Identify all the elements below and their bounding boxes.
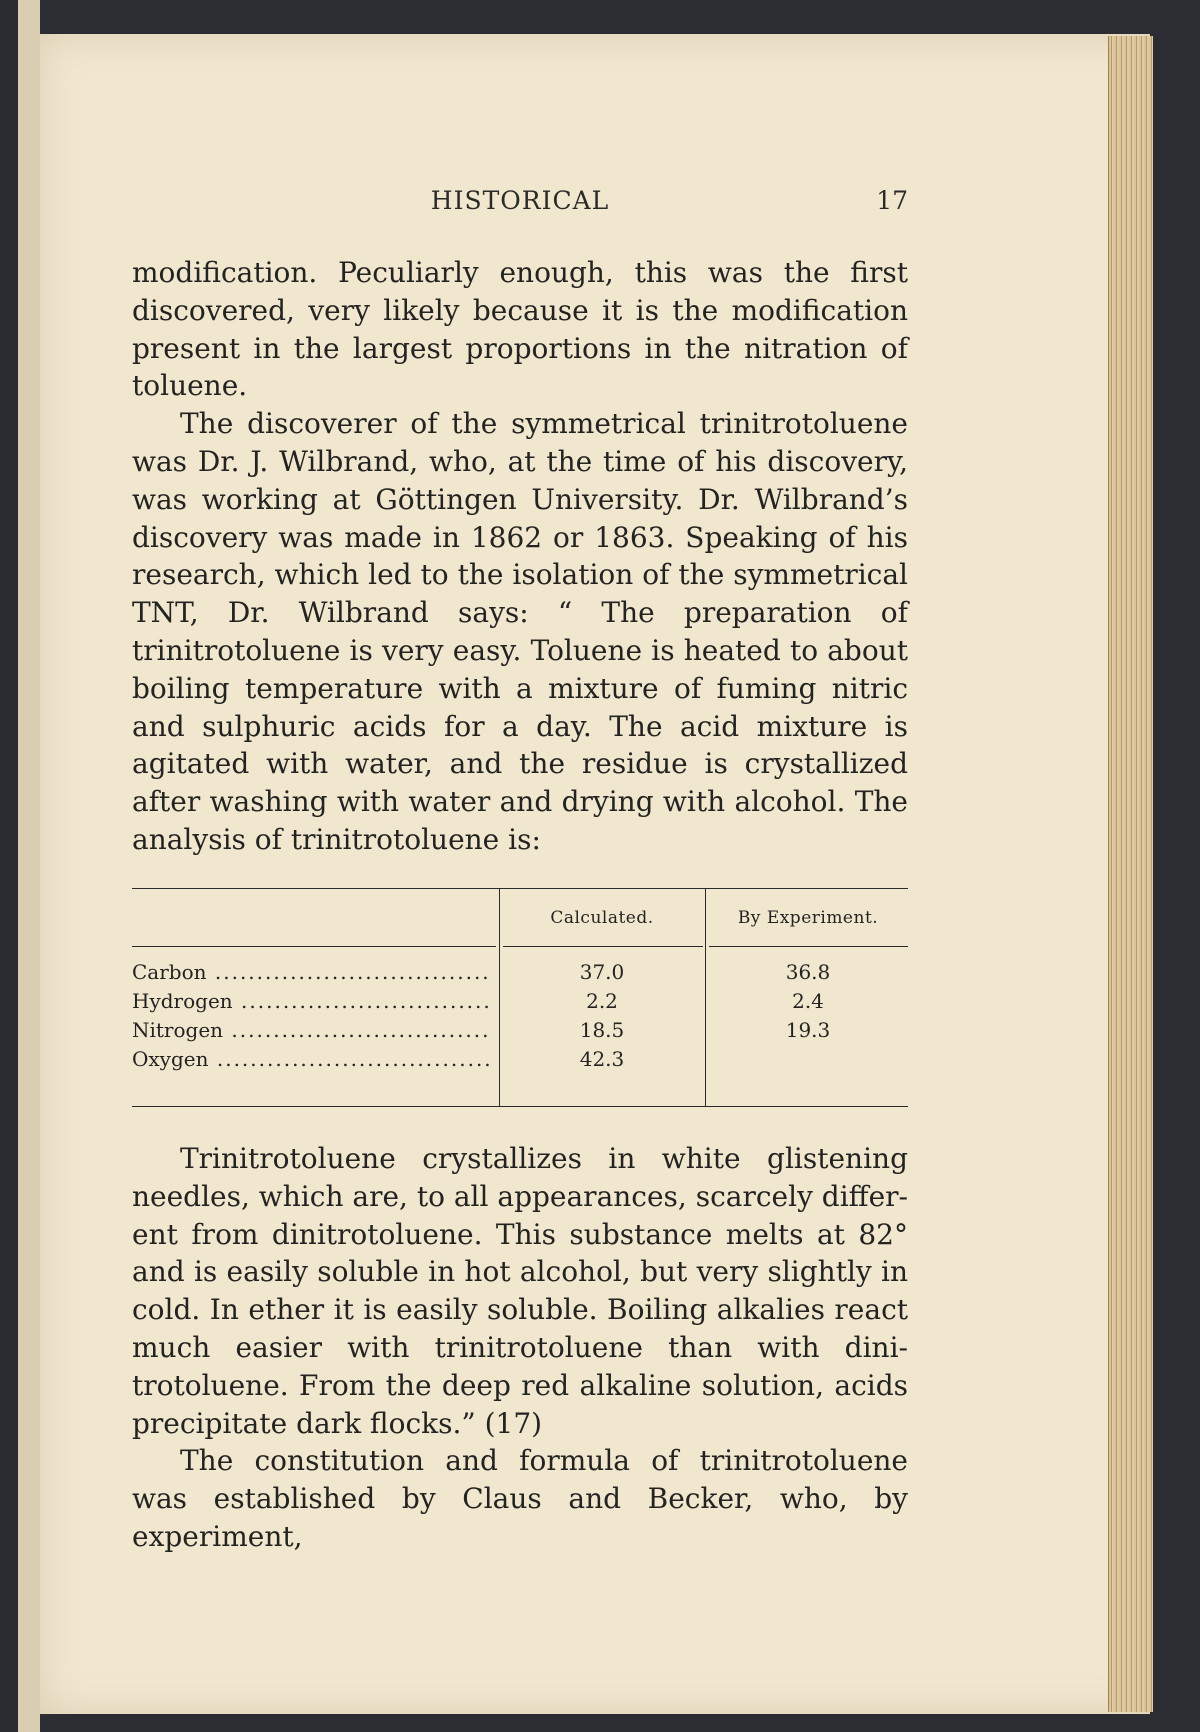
paragraph: modification. Peculiarly enough, this was the first discovered, very likely because it is the modification present in the largest proportions in the nitration of toluene. [132,256,908,403]
table-rule-header [503,946,703,947]
element-label: Nitrogen ..... [132,1018,492,1042]
calculated-value: 2.2 [586,989,618,1013]
element-label: Oxygen ..... [132,1047,492,1071]
column-header-experiment: By Experiment. [737,908,879,928]
paragraph: The constitution and formula of trinitrotoluene was established by Claus and Becker, who, by experiment, [132,1444,908,1553]
running-head [132,186,908,220]
running-head-title: HISTORICAL [430,186,610,215]
analysis-table [132,888,908,1106]
body-text-bottom [132,1140,908,1556]
table-row [132,1047,908,1076]
experiment-value: 19.3 [785,1018,831,1042]
column-header-calculated: Calculated. [550,908,654,928]
table-rule-header [709,946,908,947]
experiment-value: 36.8 [785,960,831,984]
paragraph: The discoverer of the symmetrical trinitrotoluene was Dr. J. Wilbrand, who, at the time of his discovery, was working at Göttingen University. Dr. Wilbrand’s discovery was made in 1862 or 1863. Speaking of his research, which led to the isolation of the symmetrical TNT, Dr. Wilbrand says: “ The preparation of trinitrotoluene is very easy. Toluene is heated to about boiling temperature with a mixture of fuming nitric and sulphuric acids for a day. The acid mixture is agitated with water, and the residue is crystallized after washing with water and drying with alcohol. The analysis of trinitrotoluene is: [132,407,908,856]
calculated-value: 42.3 [579,1047,625,1071]
table-rule-bottom [132,1106,908,1107]
experiment-value: 2.4 [792,989,824,1013]
page-number: 17 [876,186,908,215]
body-text-top [132,254,908,859]
table-row [132,1018,908,1047]
table-rule-header [132,946,496,947]
calculated-value: 37.0 [579,960,625,984]
element-label: Hydrogen ..... [132,989,492,1013]
book-spine-left [0,0,40,1732]
page-edges [1108,36,1153,1712]
paragraph: Trinitrotoluene crystallizes in white glistening needles, which are, to all appearances, scarcely different from dinitrotoluene. This substance melts at 82° and is easily soluble in hot alcohol, but very slightly in cold. In ether it is easily soluble. Boiling alkalies react much easier with trinitrotoluene than with dinitrotoluene. From the deep red alkaline solution, acids precipitate dark flocks.” (17) [132,1142,908,1440]
calculated-value: 18.5 [579,1018,625,1042]
table-row [132,960,908,989]
table-row [132,989,908,1018]
element-label: Carbon ..... [132,960,492,984]
table-rule-top [132,888,908,889]
